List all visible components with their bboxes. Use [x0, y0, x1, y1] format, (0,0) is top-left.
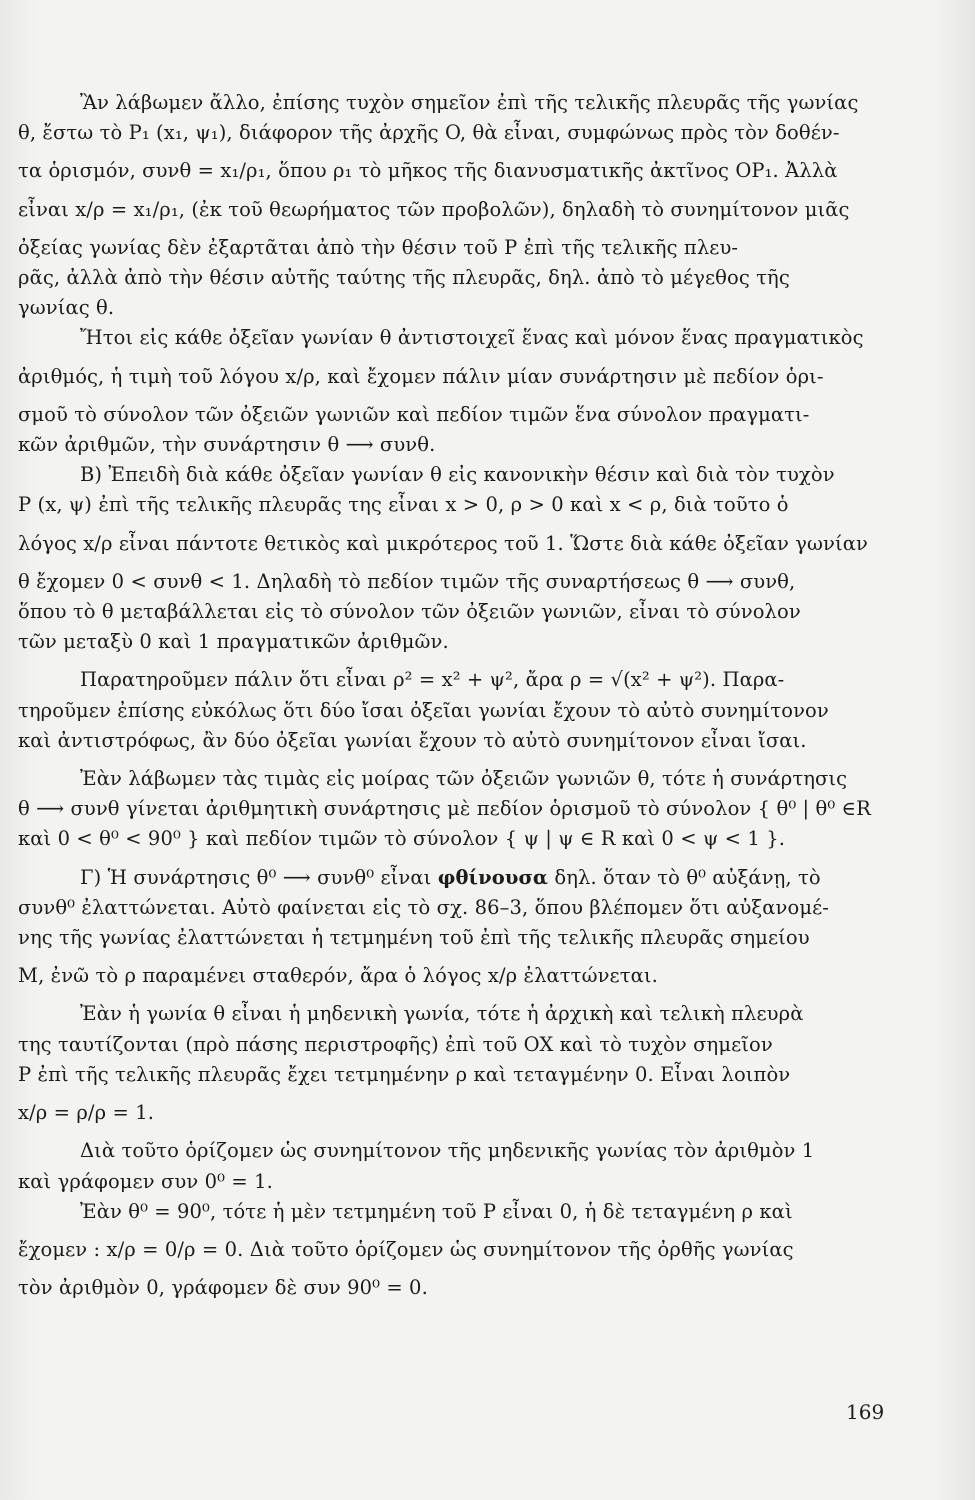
- text-line: [18, 460, 886, 490]
- line-text: κῶν ἀριθμῶν, τὴν συνάρτησιν θ ⟶ συνθ.: [18, 433, 436, 457]
- line-text: καὶ 0 < θ⁰ < 90⁰ } καὶ πεδίον τιμῶν τὸ σύνολον { ψ | ψ ∈ R καὶ 0 < ψ < 1 }.: [18, 827, 786, 851]
- text-line: [18, 567, 886, 597]
- line-text: εἶναι x/ρ = x₁/ρ₁, (ἐκ τοῦ θεωρήματος τῶν προβολῶν), δηλαδὴ τὸ συνημίτονον μιᾶς: [18, 197, 850, 221]
- line-text: P ἐπὶ τῆς τελικῆς πλευρᾶς ἔχει τετμημένην ρ καὶ τεταγμένην 0. Εἶναι λοιπὸν: [18, 1062, 791, 1086]
- line-text: M, ἐνῶ τὸ ρ παραμένει σταθερόν, ἄρα ὁ λόγος x/ρ ἐλαττώνεται.: [18, 964, 658, 988]
- line-text: ὅπου τὸ θ μεταβάλλεται εἰς τὸ σύνολον τῶν ὀξειῶν γωνιῶν, εἶναι τὸ σύνολον: [18, 600, 801, 624]
- text-line: [18, 430, 886, 460]
- line-text: Παρατηροῦμεν πάλιν ὅτι εἶναι ρ² = x² + ψ², ἄρα ρ = √(x² + ψ²). Παρα-: [80, 668, 785, 692]
- bold-term: φθίνουσα: [437, 865, 549, 889]
- text-line: [18, 1060, 886, 1090]
- line-text: τα ὁρισμόν, συνθ = x₁/ρ₁, ὅπου ρ₁ τὸ μῆκος τῆς διανυσματικῆς ἀκτῖνος OP₁. Ἀλλὰ: [18, 159, 838, 183]
- text-line: [18, 195, 886, 225]
- line-text: Ἐὰν λάβωμεν τὰς τιμὰς εἰς μοίρας τῶν ὀξειῶν γωνιῶν θ, τότε ἡ συνάρτησις: [80, 767, 848, 791]
- line-text: γωνίας θ.: [18, 296, 115, 320]
- line-text: Ἂν λάβωμεν ἄλλο, ἐπίσης τυχὸν σημεῖον ἐπὶ τῆς τελικῆς πλευρᾶς τῆς γωνίας: [80, 91, 859, 114]
- line-text: θ ἔχομεν 0 < συνθ < 1. Δηλαδὴ τὸ πεδίον τιμῶν τῆς συναρτήσεως θ ⟶ συνθ,: [18, 569, 796, 593]
- page-number: 169: [846, 1400, 885, 1424]
- page-body: [18, 88, 886, 1303]
- text-line: [18, 999, 886, 1029]
- text-line: [18, 233, 886, 263]
- line-text: P (x, ψ) ἐπὶ τῆς τελικῆς πλευρᾶς της εἶναι x > 0, ρ > 0 καὶ x < ρ, διὰ τοῦτο ὁ: [18, 493, 789, 517]
- line-text: τὸν ἀριθμὸν 0, γράφομεν δὲ συν 90⁰ = 0.: [18, 1276, 428, 1300]
- line-text: Ἐὰν ἡ γωνία θ εἶναι ἡ μηδενικὴ γωνία, τότε ἡ ἀρχικὴ καὶ τελικὴ πλευρὰ: [80, 1002, 804, 1026]
- text-line: [18, 824, 886, 854]
- line-text: θ ⟶ συνθ γίνεται ἀριθμητικὴ συνάρτησις μὲ πεδίον ὁρισμοῦ τὸ σύνολον { θ⁰ | θ⁰ ∈R: [18, 797, 871, 821]
- line-text: ὀξείας γωνίας δὲν ἐξαρτᾶται ἀπὸ τὴν θέσιν τοῦ P ἐπὶ τῆς τελικῆς πλευ-: [18, 235, 739, 259]
- line-text: x/ρ = ρ/ρ = 1.: [18, 1101, 155, 1125]
- text-line: [18, 961, 886, 991]
- text-line: [18, 88, 886, 118]
- line-text: της ταυτίζονται (πρὸ πάσης περιστροφῆς) ἐπὶ τοῦ OX καὶ τὸ τυχὸν σημεῖον: [18, 1032, 773, 1056]
- line-text: Γ) Ἡ συνάρτησις θ⁰ ⟶ συνθ⁰ εἶναι: [80, 865, 432, 889]
- text-line: [18, 1167, 886, 1197]
- line-text: ἀριθμός, ἡ τιμὴ τοῦ λόγου x/ρ, καὶ ἔχομεν πάλιν μίαν συνάρτησιν μὲ πεδίον ὁρι-: [18, 364, 824, 388]
- line-text: Ἤτοι εἰς κάθε ὀξεῖαν γωνίαν θ ἀντιστοιχεῖ ἕνας καὶ μόνον ἕνας πραγματικὸς: [80, 326, 864, 350]
- text-line: [18, 794, 886, 824]
- line-text: τῶν μεταξὺ 0 καὶ 1 πραγματικῶν ἀριθμῶν.: [18, 630, 449, 654]
- text-line: [18, 263, 886, 293]
- text-line: [18, 362, 886, 392]
- text-line: [18, 400, 886, 430]
- line-text: θ, ἔστω τὸ P₁ (x₁, ψ₁), διάφορον τῆς ἀρχῆς O, θὰ εἶναι, συμφώνως πρὸς τὸν δοθέν-: [18, 121, 840, 145]
- text-line: [18, 490, 886, 520]
- text-line: [18, 529, 886, 559]
- line-text: Β) Ἐπειδὴ διὰ κάθε ὀξεῖαν γωνίαν θ εἰς κανονικὴν θέσιν καὶ διὰ τὸν τυχὸν: [80, 463, 835, 487]
- text-line: [18, 764, 886, 794]
- text-line: [18, 1197, 886, 1227]
- text-line: [18, 118, 886, 148]
- line-text: Ἐὰν θ⁰ = 90⁰, τότε ἡ μὲν τετμημένη τοῦ P εἶναι 0, ἡ δὲ τεταγμένη ρ καὶ: [80, 1199, 793, 1223]
- text-line: [18, 1235, 886, 1265]
- line-text: καὶ γράφομεν συν 0⁰ = 1.: [18, 1169, 273, 1193]
- text-line: [18, 323, 886, 353]
- text-line: [18, 696, 886, 726]
- text-line: [18, 627, 886, 657]
- line-text: τηροῦμεν ἐπίσης εὐκόλως ὅτι δύο ἴσαι ὀξεῖαι γωνίαι ἔχουν τὸ αὐτὸ συνημίτονον: [18, 698, 829, 722]
- line-text: ρᾶς, ἀλλὰ ἀπὸ τὴν θέσιν αὐτῆς ταύτης τῆς πλευρᾶς, δηλ. ἀπὸ τὸ μέγεθος τῆς: [18, 266, 790, 290]
- text-line: [18, 665, 886, 695]
- text-line: [18, 1273, 886, 1303]
- line-text: καὶ ἀντιστρόφως, ἂν δύο ὀξεῖαι γωνίαι ἔχουν τὸ αὐτὸ συνημίτονον εἶναι ἴσαι.: [18, 728, 807, 752]
- line-text: νης τῆς γωνίας ἐλαττώνεται ἡ τετμημένη τοῦ ἐπὶ τῆς τελικῆς πλευρᾶς σημείου: [18, 926, 810, 950]
- text-line: [18, 1136, 886, 1166]
- text-line: [18, 597, 886, 627]
- text-line: [18, 893, 886, 923]
- text-line: [18, 1098, 886, 1128]
- line-text: Διὰ τοῦτο ὁρίζομεν ὡς συνημίτονον τῆς μηδενικῆς γωνίας τὸν ἀριθμὸν 1: [80, 1139, 815, 1163]
- line-text: ἔχομεν : x/ρ = 0/ρ = 0. Διὰ τοῦτο ὁρίζομεν ὡς συνημίτονον τῆς ὀρθῆς γωνίας: [18, 1237, 794, 1261]
- text-line: [18, 293, 886, 323]
- text-line: [18, 726, 886, 756]
- text-line: [18, 923, 886, 953]
- line-text: δηλ. ὅταν τὸ θ⁰ αὐξάνῃ, τὸ: [554, 865, 821, 889]
- text-line: [18, 156, 886, 186]
- line-text: λόγος x/ρ εἶναι πάντοτε θετικὸς καὶ μικρότερος τοῦ 1. Ὥστε διὰ κάθε ὀξεῖαν γωνίαν: [18, 531, 868, 555]
- line-text: σμοῦ τὸ σύνολον τῶν ὀξειῶν γωνιῶν καὶ πεδίον τιμῶν ἕνα σύνολον πραγματι-: [18, 402, 810, 426]
- line-text: συνθ⁰ ἐλαττώνεται. Αὐτὸ φαίνεται εἰς τὸ σχ. 86–3, ὅπου βλέπομεν ὅτι αὐξανομέ-: [18, 895, 829, 919]
- text-line: [18, 1030, 886, 1060]
- text-line: [18, 863, 886, 893]
